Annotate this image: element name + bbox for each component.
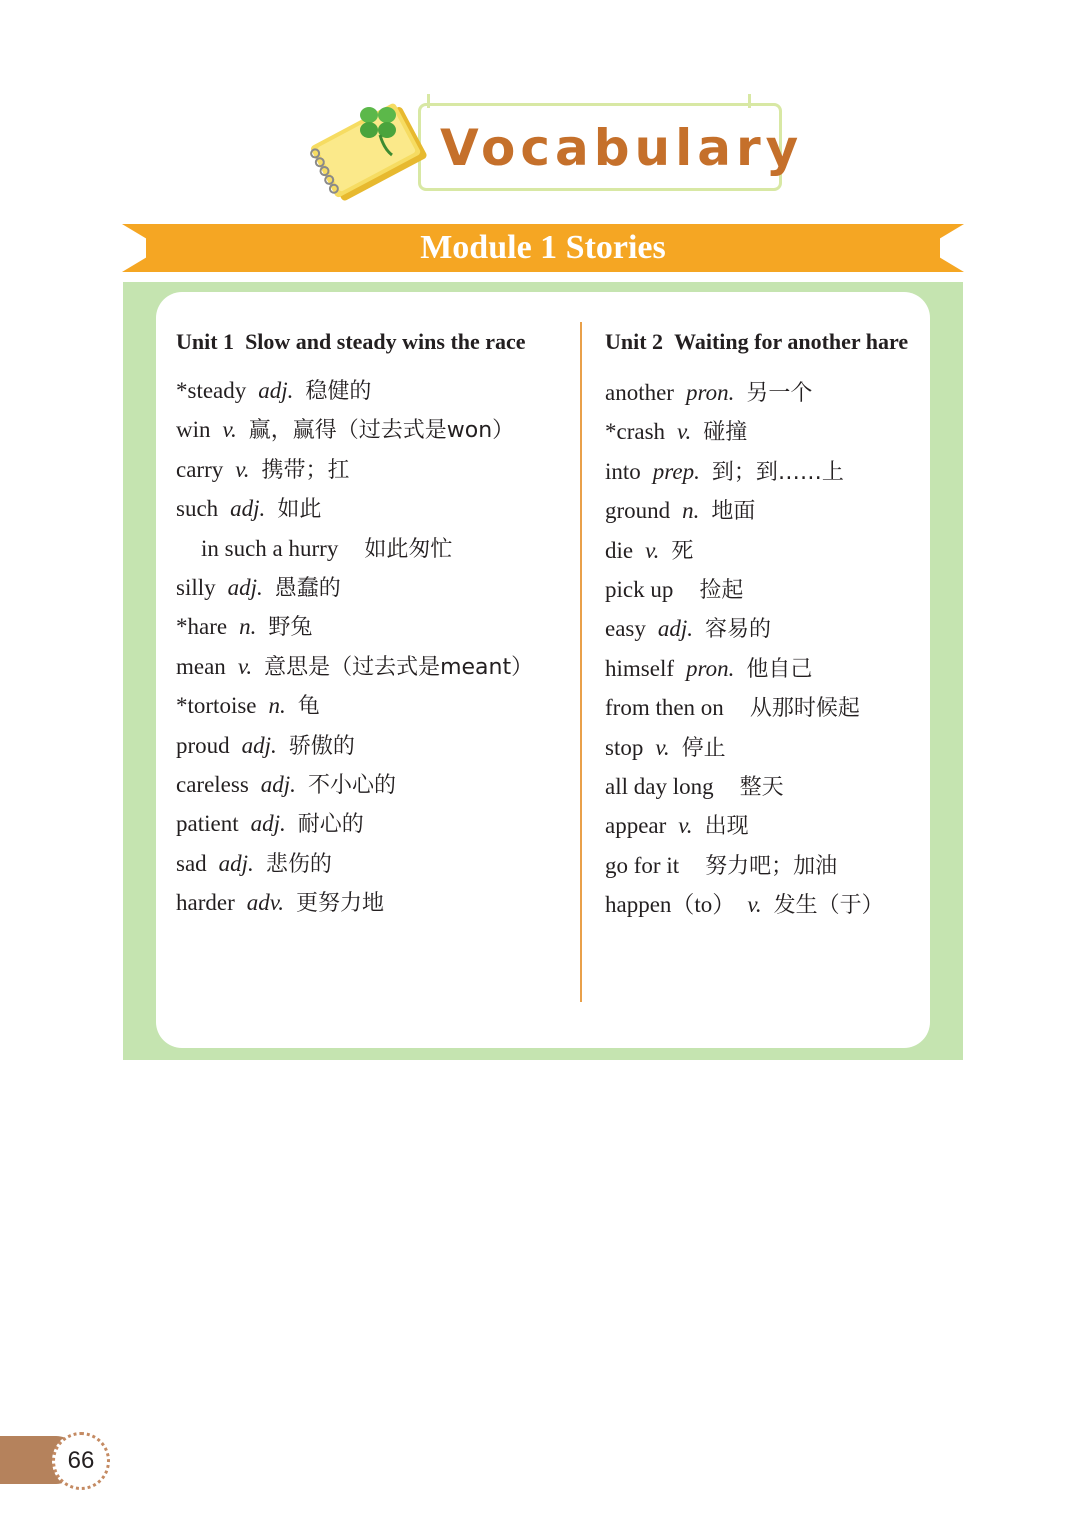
unit1-number: Unit 1 — [176, 329, 235, 354]
unit-gap — [234, 322, 245, 361]
part-of-speech: n. — [682, 498, 700, 524]
part-of-speech: n. — [268, 693, 286, 719]
vocab-word: into — [605, 458, 641, 484]
chinese-meaning: 野兔 — [268, 615, 313, 641]
vocab-entry — [605, 846, 920, 885]
chinese-meaning: 死 — [671, 538, 694, 564]
unit1-word-list — [176, 371, 571, 922]
chinese-meaning: 意思是（过去式是meant） — [264, 654, 534, 680]
vocab-entry — [176, 686, 571, 725]
part-of-speech: n. — [239, 614, 257, 640]
vocab-word: *tortoise — [176, 693, 257, 719]
vocab-entry — [605, 885, 920, 924]
vocab-entry — [605, 373, 920, 412]
vocab-word: carry — [176, 456, 224, 482]
part-of-speech: adv. — [246, 890, 285, 916]
part-of-speech: v. — [237, 653, 253, 679]
chinese-meaning: 龟 — [297, 694, 320, 720]
part-of-speech: v. — [235, 456, 250, 482]
vocab-word: patient — [176, 811, 239, 837]
vocab-word: such — [176, 496, 219, 522]
unit2-column — [605, 322, 920, 924]
chinese-meaning: 整天 — [739, 774, 784, 800]
part-of-speech: v. — [677, 419, 692, 445]
vocab-word: stop — [605, 734, 644, 760]
vocab-word: in such a hurry — [201, 535, 339, 561]
part-of-speech: adj. — [258, 378, 294, 403]
vocab-entry — [605, 531, 920, 570]
page-number: 66 — [67, 1447, 95, 1474]
vocab-entry — [176, 607, 571, 646]
vocab-word: another — [605, 380, 674, 405]
chinese-meaning: 发生（于） — [773, 893, 884, 919]
chinese-meaning: 不小心的 — [307, 772, 396, 798]
unit1-column — [176, 322, 571, 922]
vocab-word: from then on — [605, 695, 724, 721]
vocab-entry — [605, 570, 920, 609]
part-of-speech: v. — [747, 892, 762, 918]
vocab-entry — [605, 412, 920, 451]
vocab-word: win — [176, 417, 211, 443]
chinese-meaning: 如此 — [277, 497, 322, 523]
part-of-speech: v. — [655, 734, 670, 760]
unit1-title: Slow and steady wins the race — [245, 329, 526, 354]
vocab-entry — [605, 649, 920, 688]
chinese-meaning: 他自己 — [746, 656, 813, 682]
vocab-word: appear — [605, 813, 667, 839]
chinese-meaning: 愚蠢的 — [274, 575, 341, 601]
chinese-meaning: 悲伤的 — [265, 851, 332, 877]
chinese-meaning: 稳健的 — [305, 379, 372, 404]
vocab-word: harder — [176, 890, 235, 916]
vocab-entry — [605, 452, 920, 491]
vocab-entry — [176, 647, 571, 686]
vocab-entry — [605, 609, 920, 648]
unit-gap — [663, 322, 674, 361]
part-of-speech: adj. — [227, 574, 263, 600]
vocabulary-title: Vocabulary — [440, 119, 804, 177]
part-of-speech: prep. — [652, 458, 700, 484]
unit2-word-list — [605, 373, 920, 924]
part-of-speech: adj. — [241, 732, 277, 758]
chinese-meaning: 如此匆忙 — [364, 536, 453, 562]
chinese-meaning: 骄傲的 — [288, 733, 355, 759]
part-of-speech: v. — [645, 537, 660, 563]
vocab-word: easy — [605, 616, 646, 642]
chinese-meaning: 容易的 — [705, 617, 772, 643]
vocab-entry — [176, 529, 571, 568]
part-of-speech: pron. — [685, 380, 735, 405]
unit1-heading — [176, 322, 571, 361]
chinese-meaning: 更努力地 — [296, 891, 385, 917]
chinese-meaning: 从那时候起 — [749, 696, 860, 722]
notebook-clover-icon — [303, 97, 438, 205]
part-of-speech: adj. — [230, 496, 266, 522]
vocab-entry — [176, 450, 571, 489]
vocab-word: *steady — [176, 378, 247, 403]
vocab-word: all day long — [605, 773, 714, 799]
chinese-meaning: 碰撞 — [703, 420, 748, 446]
vocab-entry — [605, 688, 920, 727]
part-of-speech: adj. — [657, 616, 694, 642]
chinese-meaning: 赢，赢得（过去式是won） — [248, 418, 515, 444]
unit2-number: Unit 2 — [605, 329, 664, 354]
vocab-entry — [605, 806, 920, 845]
column-divider — [580, 322, 582, 1002]
part-of-speech: pron. — [686, 655, 735, 681]
vocab-word: sad — [176, 850, 207, 876]
module-title: Module 1 Stories — [420, 229, 666, 266]
chinese-meaning: 停止 — [681, 735, 726, 761]
vocab-word: mean — [176, 653, 226, 679]
vocab-entry — [605, 491, 920, 530]
chinese-meaning: 努力吧；加油 — [705, 853, 838, 879]
vocab-entry — [605, 767, 920, 806]
vocab-word: *hare — [176, 614, 228, 640]
vocab-entry — [176, 489, 571, 528]
part-of-speech: v. — [222, 417, 237, 443]
chinese-meaning: 地面 — [711, 499, 756, 525]
vocab-entry — [176, 883, 571, 922]
chinese-meaning: 到；到……上 — [711, 459, 844, 485]
vocab-entry — [176, 765, 571, 804]
vocab-entry — [605, 728, 920, 767]
vocab-word: silly — [176, 574, 216, 600]
vocab-word: go for it — [605, 852, 680, 878]
vocab-entry — [176, 726, 571, 765]
chinese-meaning: 出现 — [704, 814, 749, 840]
vocab-word: ground — [605, 498, 671, 524]
part-of-speech: v. — [678, 813, 693, 839]
chinese-meaning: 另一个 — [746, 381, 813, 406]
vocab-word: *crash — [605, 419, 666, 445]
chinese-meaning: 携带；扛 — [261, 457, 350, 483]
vocab-word: pick up — [605, 576, 674, 602]
vocab-word: die — [605, 537, 634, 563]
vocab-entry — [176, 410, 571, 449]
unit2-heading — [605, 322, 920, 361]
vocab-word: himself — [605, 655, 674, 681]
vocab-entry — [176, 371, 571, 410]
part-of-speech: adj. — [260, 771, 296, 797]
vocab-entry — [176, 804, 571, 843]
chinese-meaning: 耐心的 — [297, 812, 364, 838]
vocab-word: careless — [176, 771, 249, 797]
part-of-speech: adj. — [218, 850, 254, 876]
vocab-entry — [176, 568, 571, 607]
unit2-title: Waiting for another hare — [674, 329, 909, 354]
vocab-entry — [176, 844, 571, 883]
vocab-word: proud — [176, 732, 230, 758]
vocab-word: happen（to） — [605, 892, 736, 918]
part-of-speech: adj. — [250, 811, 286, 837]
chinese-meaning: 捡起 — [699, 577, 744, 603]
